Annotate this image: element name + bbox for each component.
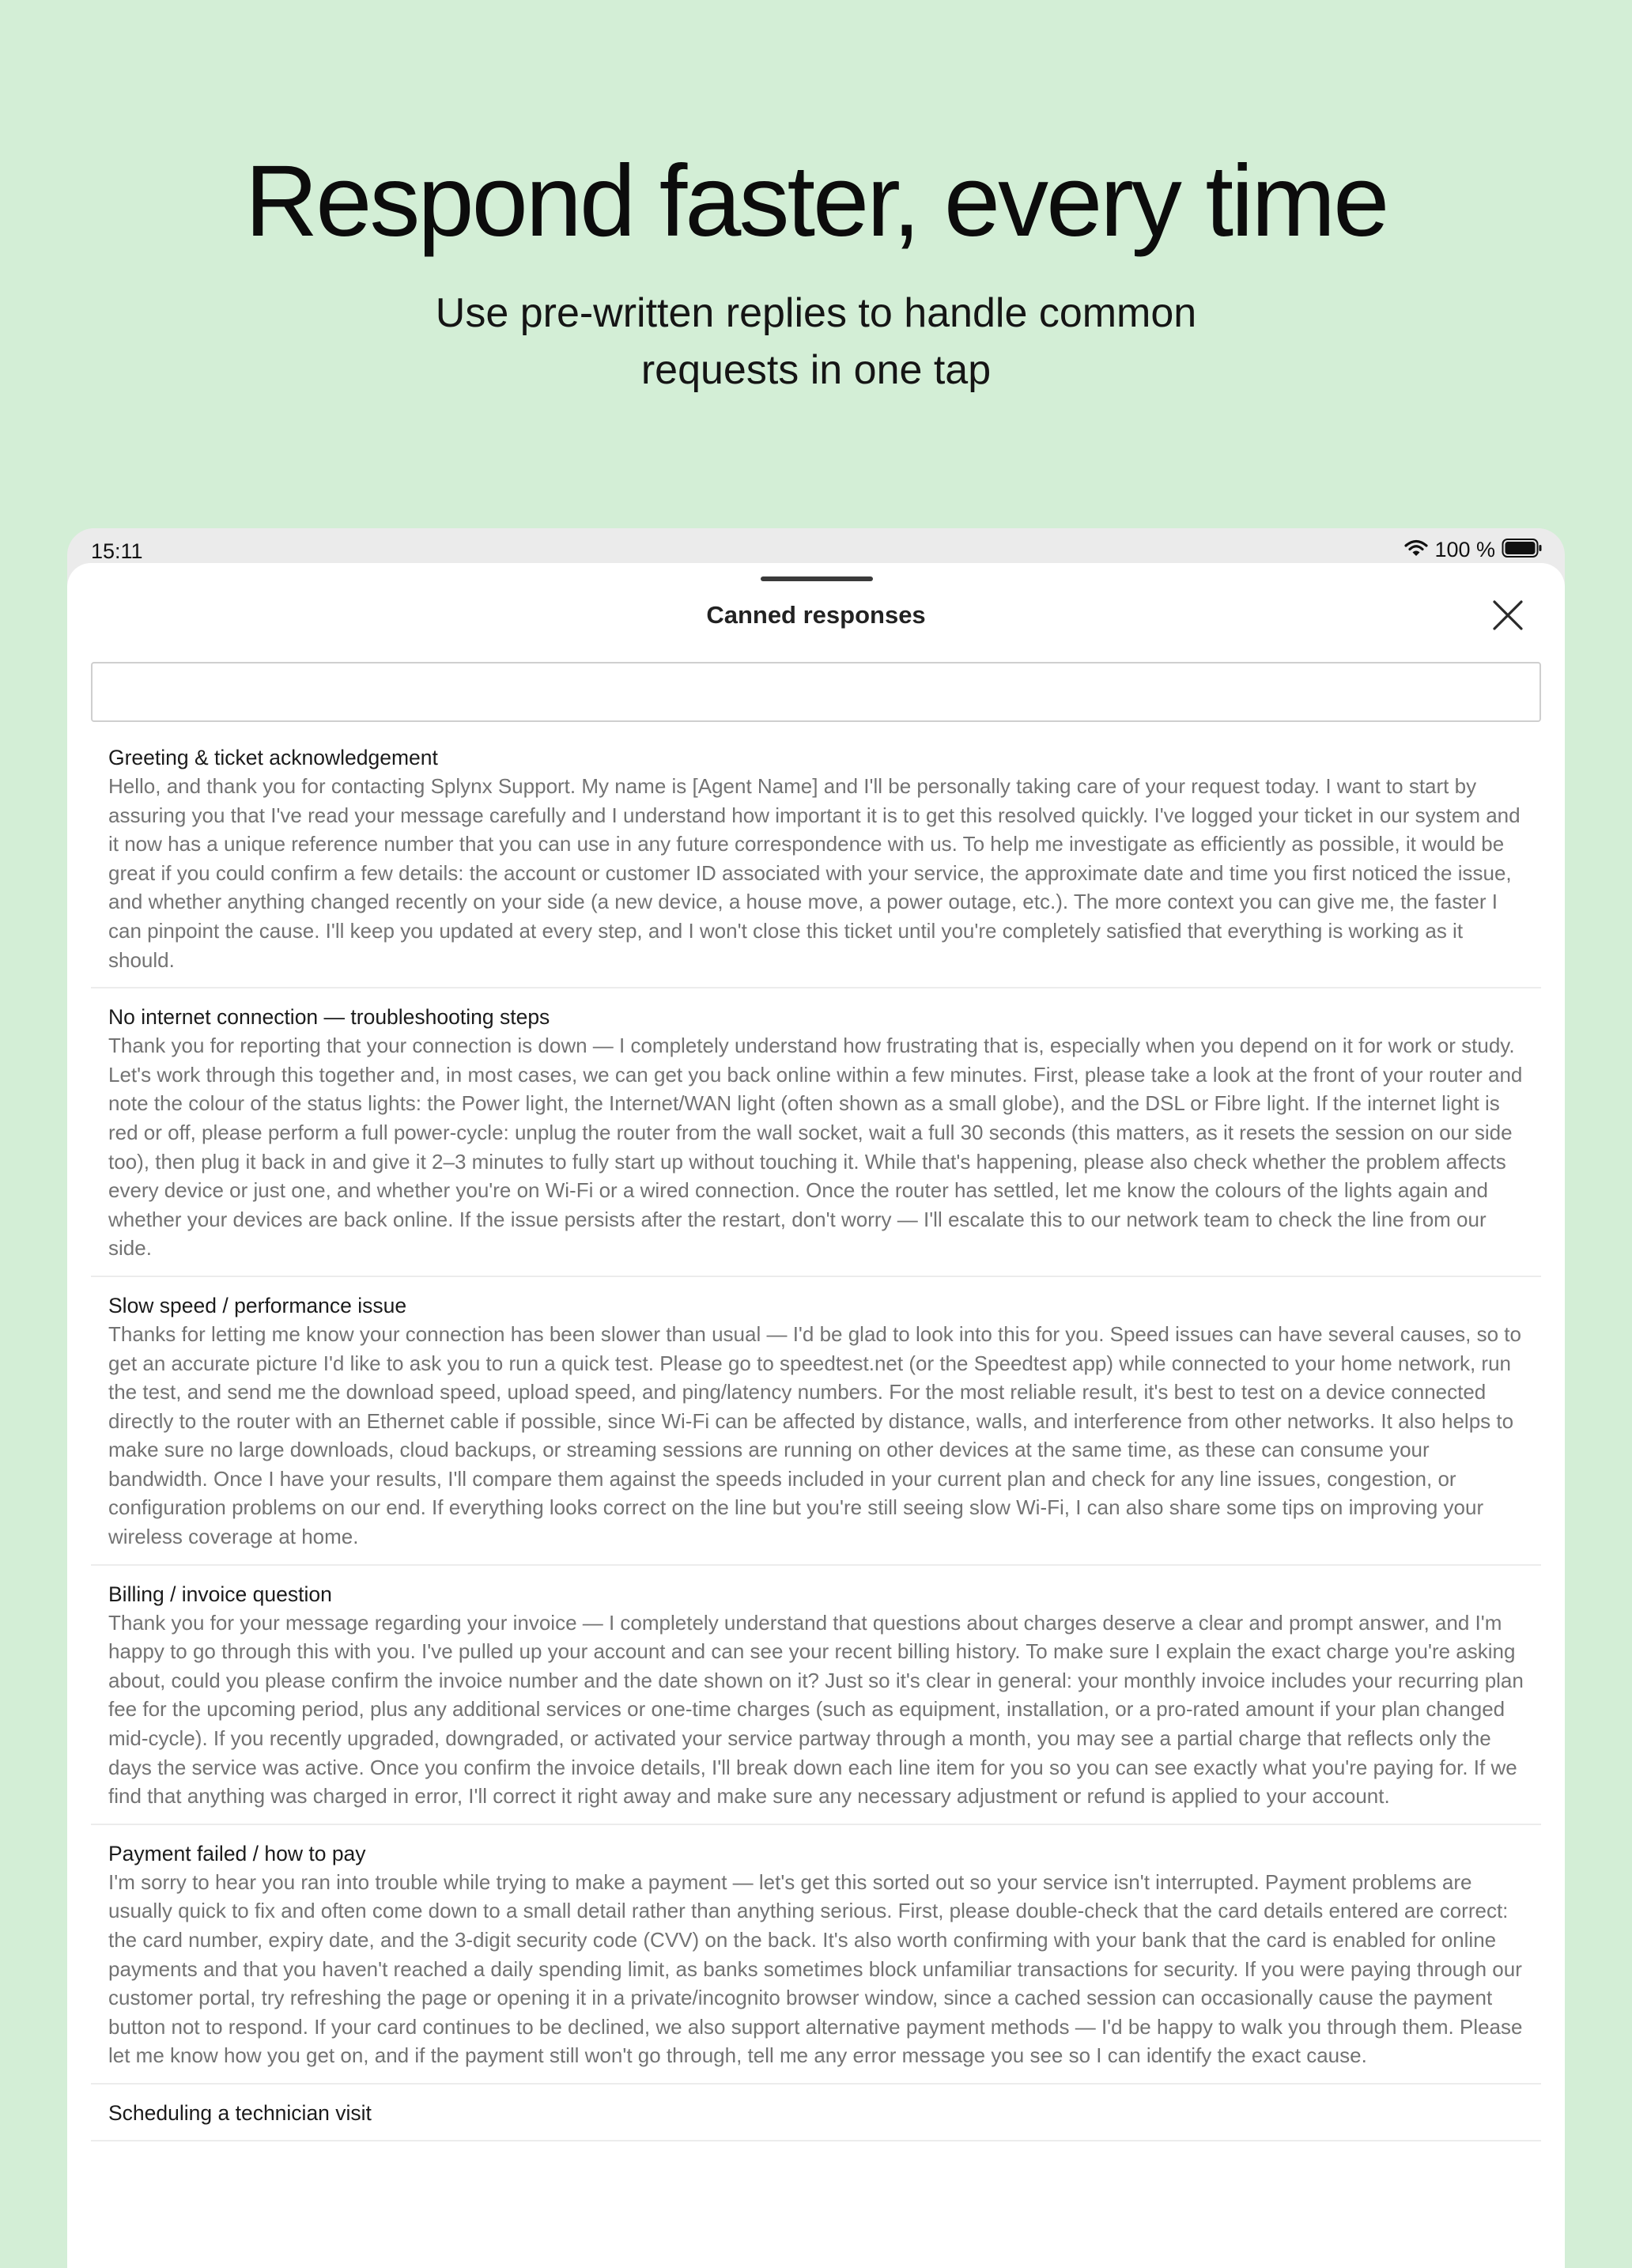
search-input[interactable] xyxy=(91,662,1541,722)
sheet-title: Canned responses xyxy=(706,601,926,629)
response-title: Greeting & ticket acknowledgement xyxy=(108,746,438,769)
response-title: No internet connection — troubleshooting steps xyxy=(108,1005,550,1030)
status-time: 15:11 xyxy=(91,539,143,563)
response-item[interactable] xyxy=(91,743,1541,988)
response-body: Hello, and thank you for contacting Splynx Support. My name is [Agent Name] and I'll be personally taking care of your request today. I want to start by assuring you that I've read your message carefully and I understand how important it is to get this resolved quickly. I've logged your ticket in our system and it now has a unique reference number that you can use in any future correspondence with us. To help me investigate as efficiently as possible, it would be great if you could confirm a few details: the account or customer ID associated with your service, the approximate date and time you first noticed the issue, and whether anything changed recently on your side (a new device, a house move, a power outage, etc.). The more context you can give me, the faster I can pinpoint the cause. I'll keep you updated at every step, and I won't close this ticket until you're completely satisfied that everything is working as it should. xyxy=(108,774,1521,972)
sheet-grabber[interactable] xyxy=(761,576,873,581)
response-body: Thank you for your message regarding your invoice — I completely understand that questions about charges deserve a clear and prompt answer, and I'm happy to go through this with you. I've pulled up your account and can see your recent billing history. To make sure I explain the exact charge you're asking about, could you please confirm the invoice number and the date shown on it? Just so it's clear in general: your monthly invoice includes your recurring plan fee for the upcoming period, plus any additional services or one-time charges (such as equipment, installation, or a pro-rated amount if your plan changed mid-cycle). If you recently upgraded, downgraded, or activated your service partway through a month, you may see a partial charge that reflects only the days the service was active. Once you confirm the invoice details, I'll break down each line item for you so you can see exactly what you're paying for. If we find that anything was charged in error, I'll correct it right away and make sure any necessary adjustment or refund is applied to your account. xyxy=(108,1610,1524,1809)
response-item[interactable] xyxy=(91,1825,1541,2085)
wifi-icon xyxy=(1404,539,1428,561)
response-item[interactable] xyxy=(91,1566,1541,1825)
response-body: I'm sorry to hear you ran into trouble while trying to make a payment — let's get this sorted out so your service isn't interrupted. Payment problems are usually quick to fix and often come down to a small detail rather than anything serious. First, please double-check that the card details entered are correct: the card number, expiry date, and the 3-digit security code (CVV) on the back. It's also worth confirming with your bank that the card is enabled for online payments and that you haven't reached a daily spending limit, as banks sometimes block unfamiliar transactions for security. If you were paying through our customer portal, try refreshing the page or opening it in a private/incognito browser window, since a cached session can occasionally cause the payment button not to respond. If your card continues to be declined, we also support alternative payment methods — I'd be happy to walk you through them. Please let me know how you get on, and if the payment still won't go through, tell me any error message you see so I can identify the exact cause. xyxy=(108,1869,1523,2068)
response-title: Billing / invoice question xyxy=(108,1582,332,1606)
response-body: Thank you for reporting that your connection is down — I completely understand how frustrating that is, especially when you depend on it for work or study. Let's work through this together and, in most cases, we can get you back online within a few minutes. First, please take a look at the front of your router and note the colour of the status lights: the Power light, the Internet/WAN light (often shown as a small globe), and the DSL or Fibre light. If the internet light is red or off, please perform a full power-cycle: unplug the router from the wall socket, wait a full 30 seconds (this matters, as it resets the session on our side too), then plug it back in and give it 2–3 minutes to fully start up without touching it. While that's happening, please also check whether the problem affects every device or just one, and whether you're on Wi-Fi or a wired connection. Once the router has settled, let me know the colours of the lights again and whether your devices are back online. If the issue persists after the restart, don't worry — I'll escalate this to our network team to check the line from our side. xyxy=(108,1034,1523,1261)
hero-subtitle-line-2: requests in one tap xyxy=(640,347,992,393)
close-button[interactable] xyxy=(1490,598,1525,633)
hero-subtitle-line-1: Use pre-written replies to handle common xyxy=(435,290,1197,336)
device-frame xyxy=(67,528,1565,2268)
response-title: Slow speed / performance issue xyxy=(108,1293,407,1317)
hero-subtitle xyxy=(0,285,1632,399)
battery-percentage: 100 % xyxy=(1434,537,1495,561)
response-title: Scheduling a technician visit xyxy=(108,2100,372,2125)
response-item[interactable] xyxy=(91,988,1541,1277)
hero-title: Respond faster, every time xyxy=(244,145,1388,258)
battery-icon xyxy=(1502,538,1543,562)
status-bar xyxy=(67,528,1565,563)
response-item[interactable] xyxy=(91,2085,1541,2141)
close-icon xyxy=(1490,622,1525,636)
responses-list xyxy=(91,743,1541,2141)
response-title: Payment failed / how to pay xyxy=(108,1841,366,1865)
response-body: Thanks for letting me know your connection has been slower than usual — I'd be glad to look into this for you. Speed issues can have several causes, so to get an accurate picture I'd like to ask you to run a quick test. Please go to speedtest.net (or the Speedtest app) while connected to your home network, run the test, and send me the download speed, upload speed, and ping/latency numbers. For the most reliable result, it's best to test on a device connected directly to the router with an Ethernet cable if possible, since Wi-Fi can be affected by distance, walls, and interference from other networks. It also helps to make sure no large downloads, cloud backups, or streaming sessions are running on other devices at the same time, as these can consume your bandwidth. Once I have your results, I'll compare them against the speeds included in your current plan and check for any line issues, congestion, or configuration problems on our end. If everything looks correct on the line but you're still seeing slow Wi-Fi, I can also share some tips on improving your wireless coverage at home. xyxy=(108,1321,1521,1549)
canned-responses-sheet xyxy=(67,563,1565,2268)
response-item[interactable] xyxy=(91,1277,1541,1566)
status-indicators xyxy=(1404,538,1543,561)
